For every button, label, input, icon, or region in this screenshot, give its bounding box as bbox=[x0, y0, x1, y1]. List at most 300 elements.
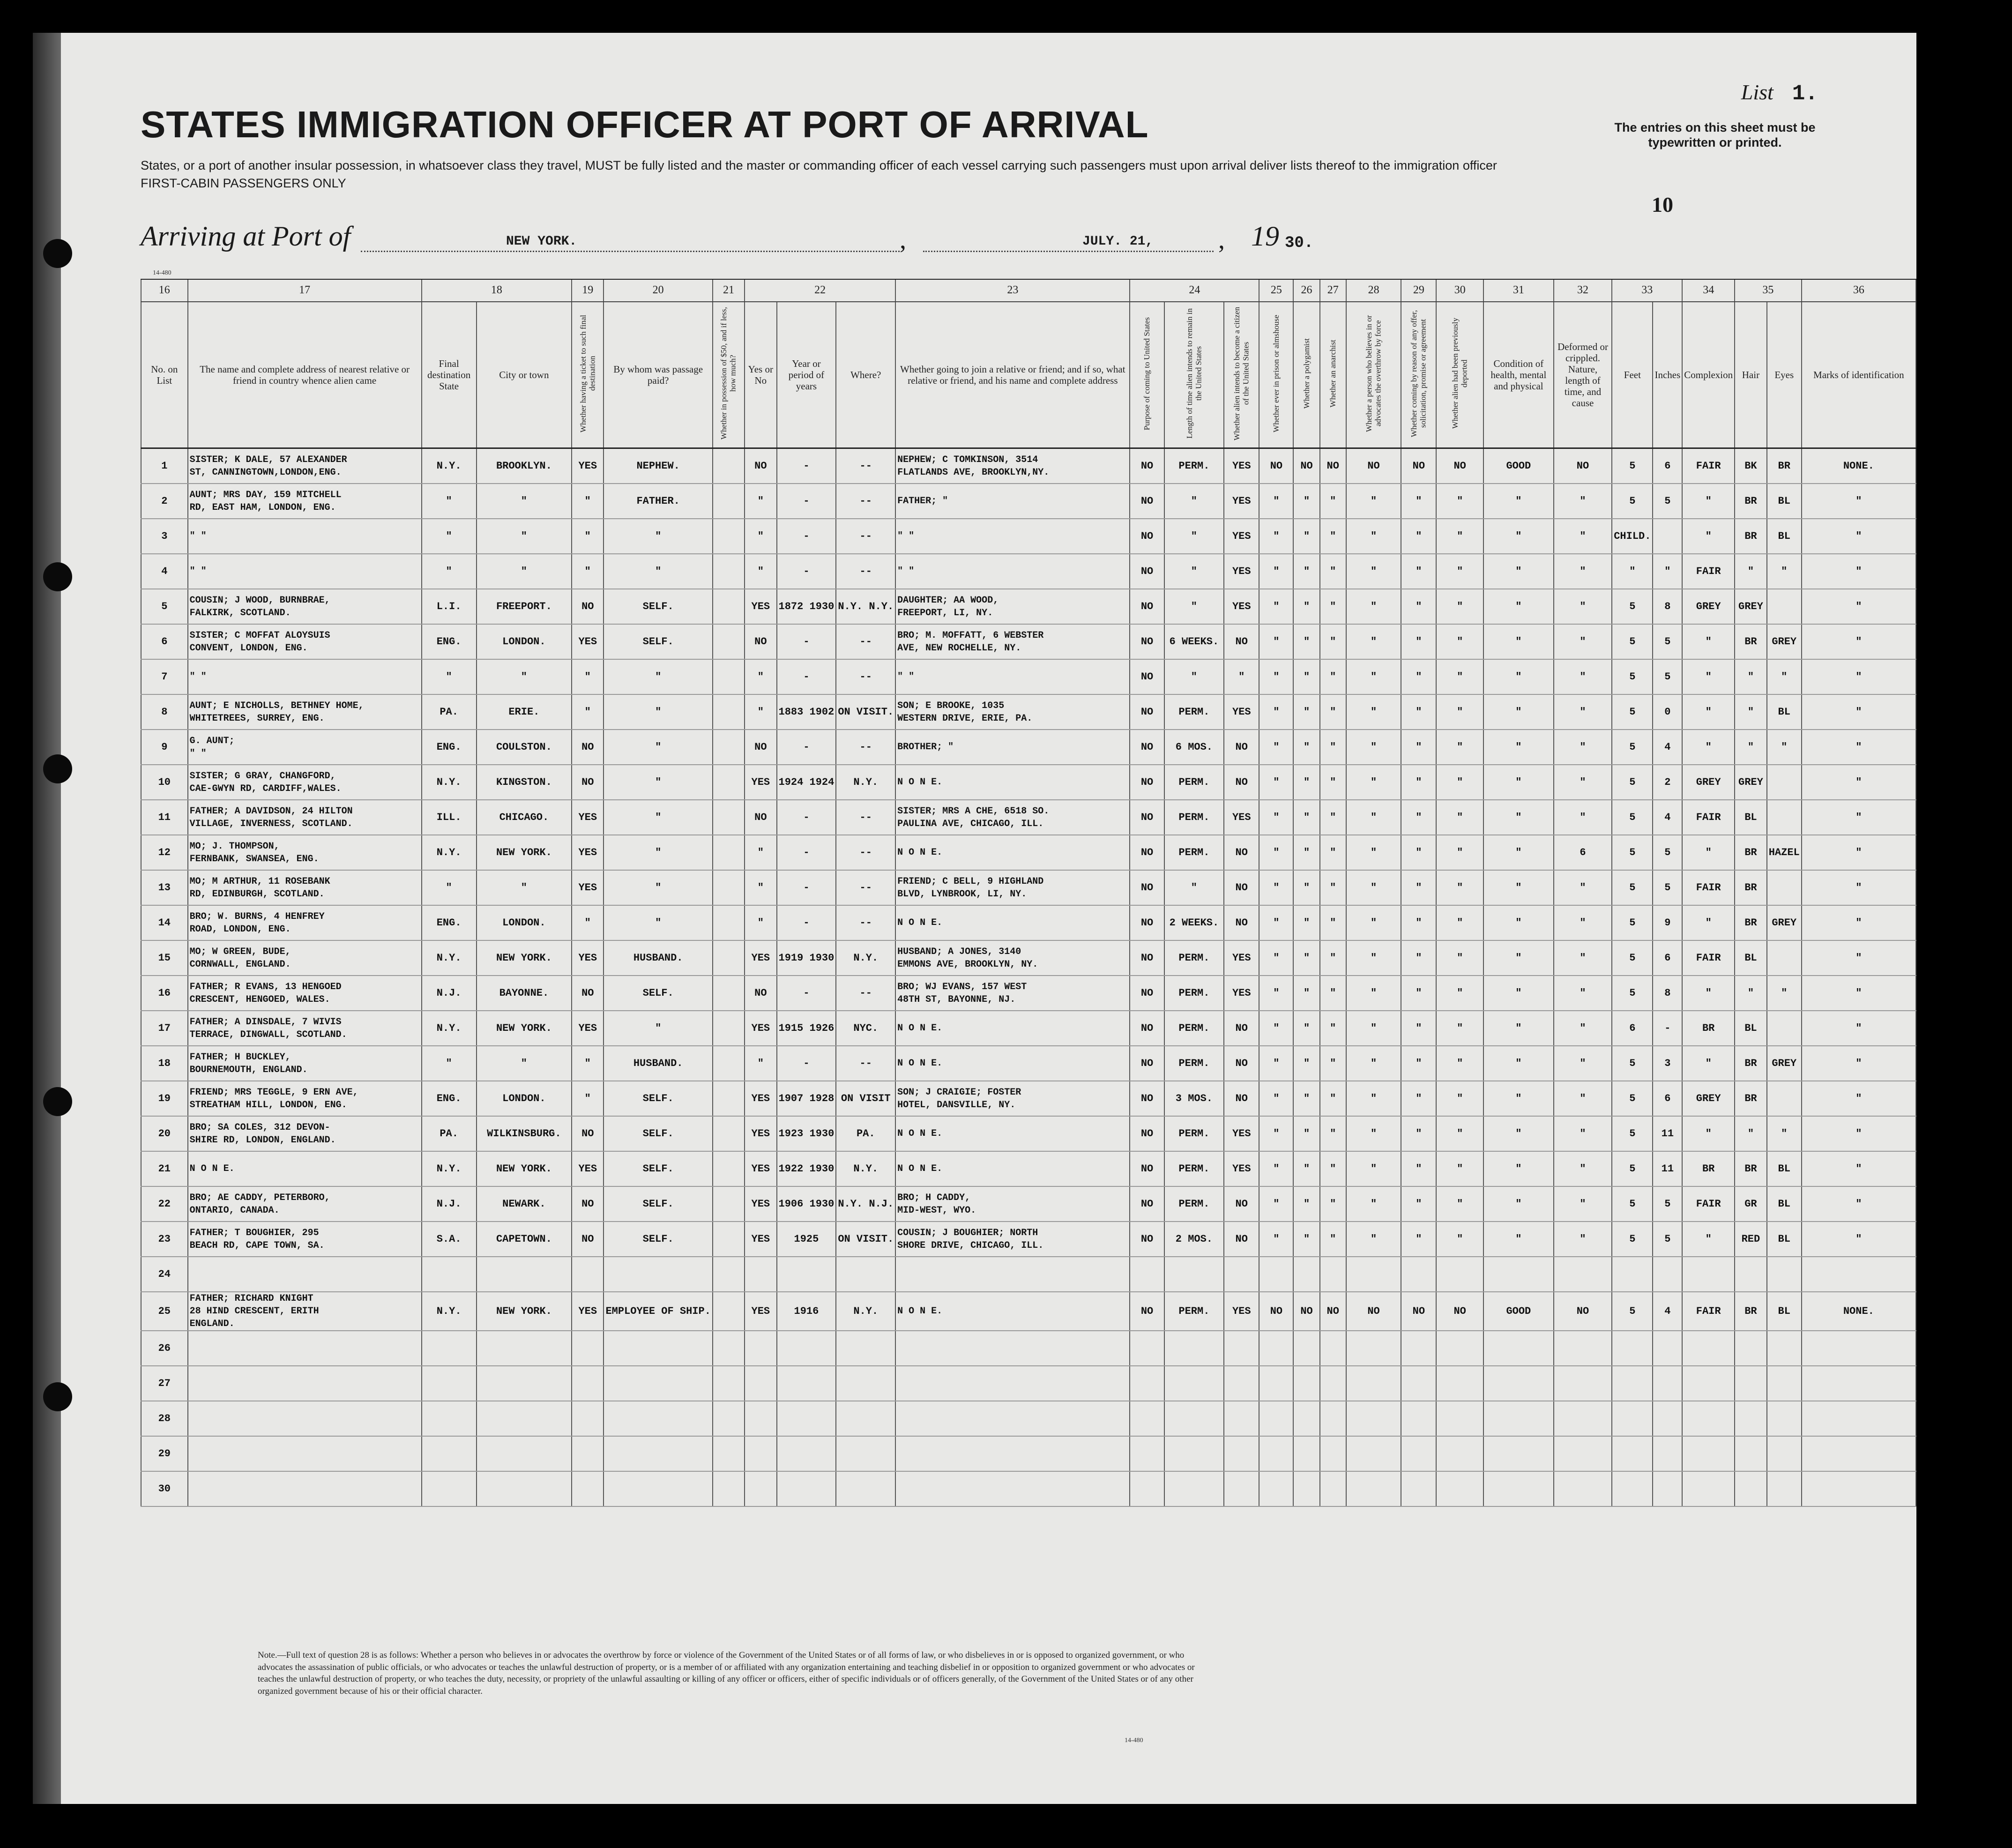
eyes-cell bbox=[1767, 589, 1802, 624]
c27-cell: " bbox=[1320, 694, 1346, 730]
punch-hole bbox=[43, 1382, 72, 1411]
joining-cell-line: " " bbox=[897, 671, 915, 682]
where-cell: -- bbox=[836, 905, 895, 940]
hair-cell: BR bbox=[1735, 624, 1767, 659]
ticket-cell: " bbox=[572, 484, 604, 519]
nearest-relative-cell bbox=[188, 1011, 422, 1046]
eyes-cell: BL bbox=[1767, 1292, 1802, 1331]
nearest-relative-cell bbox=[188, 1366, 422, 1401]
joining-cell-line: EMMONS AVE, BROOKLYN, NY. bbox=[897, 959, 1038, 970]
ticket-cell: YES bbox=[572, 800, 604, 835]
money-cell bbox=[713, 1081, 745, 1116]
paid-cell bbox=[604, 1436, 712, 1471]
c29-cell: " bbox=[1401, 1046, 1436, 1081]
c30-cell: " bbox=[1436, 1116, 1483, 1151]
eyes-cell bbox=[1767, 1331, 1802, 1366]
c25-cell: " bbox=[1259, 1081, 1293, 1116]
c28-cell: " bbox=[1346, 1081, 1401, 1116]
p2-cell: PERM. bbox=[1164, 765, 1224, 800]
in-cell: 6 bbox=[1653, 1081, 1682, 1116]
health-cell: GOOD bbox=[1483, 448, 1554, 484]
c25-cell: " bbox=[1259, 694, 1293, 730]
hair-cell bbox=[1735, 1436, 1767, 1471]
p2-cell: 6 WEEKS. bbox=[1164, 624, 1224, 659]
hair-cell: BR bbox=[1735, 1292, 1767, 1331]
c30-cell: " bbox=[1436, 765, 1483, 800]
c28-cell: " bbox=[1346, 765, 1401, 800]
nearest-relative-cell-line: " " bbox=[189, 748, 207, 759]
hair-cell: " bbox=[1735, 976, 1767, 1011]
p3-cell: YES bbox=[1224, 800, 1259, 835]
table-row bbox=[141, 519, 1916, 554]
joining-cell bbox=[895, 589, 1130, 624]
hair-cell: BK bbox=[1735, 448, 1767, 484]
c25-cell bbox=[1259, 1436, 1293, 1471]
paid-cell: HUSBAND. bbox=[604, 940, 712, 976]
in-cell bbox=[1653, 519, 1682, 554]
city-cell: LONDON. bbox=[477, 624, 572, 659]
in-cell: 5 bbox=[1653, 624, 1682, 659]
c25-cell bbox=[1259, 1257, 1293, 1292]
def-cell bbox=[1554, 1257, 1612, 1292]
row-number: 27 bbox=[141, 1366, 188, 1401]
years-cell bbox=[777, 1257, 836, 1292]
state-cell: " bbox=[422, 519, 477, 554]
city-cell: BROOKLYN. bbox=[477, 448, 572, 484]
table-row bbox=[141, 1222, 1916, 1257]
c30-cell: " bbox=[1436, 589, 1483, 624]
money-cell bbox=[713, 765, 745, 800]
nearest-relative-cell bbox=[188, 835, 422, 870]
in-cell: 9 bbox=[1653, 905, 1682, 940]
c29-cell: " bbox=[1401, 554, 1436, 589]
nearest-relative-cell-line: SISTER; G GRAY, CHANGFORD, bbox=[189, 770, 336, 782]
c26-cell: " bbox=[1293, 659, 1319, 694]
c29-cell bbox=[1401, 1436, 1436, 1471]
row-number: 25 bbox=[141, 1292, 188, 1331]
eyes-cell: GREY bbox=[1767, 905, 1802, 940]
def-cell: " bbox=[1554, 589, 1612, 624]
p2-cell: PERM. bbox=[1164, 1186, 1224, 1222]
row-number: 12 bbox=[141, 835, 188, 870]
p3-cell: NO bbox=[1224, 730, 1259, 765]
p2-cell bbox=[1164, 1366, 1224, 1401]
c29-cell bbox=[1401, 1366, 1436, 1401]
joining-cell bbox=[895, 835, 1130, 870]
c27-cell: " bbox=[1320, 1046, 1346, 1081]
city-cell bbox=[477, 1401, 572, 1436]
nearest-relative-cell bbox=[188, 659, 422, 694]
where-cell: -- bbox=[836, 870, 895, 905]
p3-cell: NO bbox=[1224, 1222, 1259, 1257]
c29-cell: " bbox=[1401, 484, 1436, 519]
money-cell bbox=[713, 1011, 745, 1046]
c25-cell: " bbox=[1259, 554, 1293, 589]
header-possession-50: Whether in possession of $50, and if less, how much? bbox=[719, 307, 738, 440]
c27-cell: " bbox=[1320, 519, 1346, 554]
money-cell bbox=[713, 1257, 745, 1292]
joining-cell bbox=[895, 448, 1130, 484]
p1-cell bbox=[1130, 1471, 1164, 1506]
row-number: 3 bbox=[141, 519, 188, 554]
paid-cell: " bbox=[604, 1011, 712, 1046]
p1-cell: NO bbox=[1130, 870, 1164, 905]
joining-cell-line: PAULINA AVE, CHICAGO, ILL. bbox=[897, 818, 1044, 829]
marks-cell: " bbox=[1802, 624, 1916, 659]
nearest-relative-cell bbox=[188, 730, 422, 765]
health-cell: " bbox=[1483, 1186, 1554, 1222]
p3-cell: NO bbox=[1224, 1186, 1259, 1222]
c26-cell: " bbox=[1293, 905, 1319, 940]
header-before-yes-no: Yes or No bbox=[745, 302, 776, 448]
def-cell: " bbox=[1554, 1222, 1612, 1257]
header-state: Final destination State bbox=[422, 302, 477, 448]
paid-cell bbox=[604, 1257, 712, 1292]
years-cell: - bbox=[777, 870, 836, 905]
marks-cell: " bbox=[1802, 1151, 1916, 1186]
nearest-relative-cell-line: 28 HIND CRESCENT, ERITH bbox=[189, 1306, 319, 1317]
city-cell: " bbox=[477, 519, 572, 554]
marks-cell: " bbox=[1802, 554, 1916, 589]
def-cell: " bbox=[1554, 1046, 1612, 1081]
c25-cell bbox=[1259, 1401, 1293, 1436]
nearest-relative-cell-line: FATHER; H BUCKLEY, bbox=[189, 1051, 291, 1063]
c30-cell: NO bbox=[1436, 448, 1483, 484]
nearest-relative-cell-line: AUNT; MRS DAY, 159 MITCHELL bbox=[189, 489, 342, 500]
nearest-relative-cell bbox=[188, 765, 422, 800]
c26-cell: NO bbox=[1293, 448, 1319, 484]
comp-cell bbox=[1682, 1331, 1735, 1366]
hair-cell: BR bbox=[1735, 484, 1767, 519]
c29-cell bbox=[1401, 1401, 1436, 1436]
nearest-relative-cell bbox=[188, 554, 422, 589]
c27-cell: " bbox=[1320, 835, 1346, 870]
nearest-relative-cell bbox=[188, 1151, 422, 1186]
money-cell bbox=[713, 905, 745, 940]
state-cell: ENG. bbox=[422, 1081, 477, 1116]
paid-cell: " bbox=[604, 659, 712, 694]
c28-cell: " bbox=[1346, 659, 1401, 694]
row-number: 2 bbox=[141, 484, 188, 519]
nearest-relative-cell-line: MO; M ARTHUR, 11 ROSEBANK bbox=[189, 876, 330, 887]
def-cell: " bbox=[1554, 1151, 1612, 1186]
in-cell: 8 bbox=[1653, 976, 1682, 1011]
joining-cell-line: N O N E. bbox=[897, 1128, 943, 1139]
hair-cell: " bbox=[1735, 1116, 1767, 1151]
p3-cell bbox=[1224, 1257, 1259, 1292]
hair-cell: RED bbox=[1735, 1222, 1767, 1257]
year-suffix: 30. bbox=[1285, 234, 1314, 252]
header-purpose-c: Whether alien intends to become a citizen of the United States bbox=[1232, 306, 1251, 440]
p2-cell: " bbox=[1164, 519, 1224, 554]
paid-cell: SELF. bbox=[604, 1222, 712, 1257]
def-cell: " bbox=[1554, 1116, 1612, 1151]
nearest-relative-cell bbox=[188, 1046, 422, 1081]
yn-cell bbox=[745, 1436, 776, 1471]
p1-cell: NO bbox=[1130, 1222, 1164, 1257]
yn-cell: " bbox=[745, 484, 776, 519]
money-cell bbox=[713, 1366, 745, 1401]
c30-cell: " bbox=[1436, 659, 1483, 694]
marks-cell: " bbox=[1802, 1222, 1916, 1257]
joining-cell-line: HOTEL, DANSVILLE, NY. bbox=[897, 1099, 1016, 1110]
p2-cell: PERM. bbox=[1164, 940, 1224, 976]
joining-cell bbox=[895, 1292, 1130, 1331]
c30-cell: " bbox=[1436, 905, 1483, 940]
joining-cell-line: HUSBAND; A JONES, 3140 bbox=[897, 946, 1021, 957]
hair-cell: " bbox=[1735, 694, 1767, 730]
c30-cell bbox=[1436, 1471, 1483, 1506]
comp-cell: " bbox=[1682, 1046, 1735, 1081]
c29-cell: " bbox=[1401, 659, 1436, 694]
nearest-relative-cell bbox=[188, 1436, 422, 1471]
p1-cell: NO bbox=[1130, 484, 1164, 519]
years-cell: - bbox=[777, 484, 836, 519]
money-cell bbox=[713, 659, 745, 694]
yn-cell bbox=[745, 1257, 776, 1292]
c27-cell bbox=[1320, 1401, 1346, 1436]
joining-cell-line: N O N E. bbox=[897, 1163, 943, 1174]
in-cell: " bbox=[1653, 554, 1682, 589]
p1-cell: NO bbox=[1130, 1116, 1164, 1151]
ft-cell: 5 bbox=[1612, 1151, 1653, 1186]
p1-cell: NO bbox=[1130, 448, 1164, 484]
c29-cell bbox=[1401, 1471, 1436, 1506]
years-cell bbox=[777, 1436, 836, 1471]
health-cell: " bbox=[1483, 1011, 1554, 1046]
c26-cell: " bbox=[1293, 835, 1319, 870]
table-row bbox=[141, 624, 1916, 659]
row-number: 7 bbox=[141, 659, 188, 694]
p1-cell: NO bbox=[1130, 659, 1164, 694]
p2-cell: PERM. bbox=[1164, 1292, 1224, 1331]
p2-cell: " bbox=[1164, 870, 1224, 905]
table-row bbox=[141, 448, 1916, 484]
c26-cell bbox=[1293, 1366, 1319, 1401]
c28-cell bbox=[1346, 1331, 1401, 1366]
paid-cell: " bbox=[604, 800, 712, 835]
header-ticket: Whether having a ticket to such final destination bbox=[578, 314, 597, 432]
row-number: 23 bbox=[141, 1222, 188, 1257]
c29-cell: " bbox=[1401, 519, 1436, 554]
punch-hole bbox=[43, 1087, 72, 1116]
comp-cell bbox=[1682, 1471, 1735, 1506]
def-cell: NO bbox=[1554, 448, 1612, 484]
c29-cell: NO bbox=[1401, 1292, 1436, 1331]
c26-cell bbox=[1293, 1257, 1319, 1292]
ticket-cell: " bbox=[572, 554, 604, 589]
p2-cell: 6 MOS. bbox=[1164, 730, 1224, 765]
ticket-cell: YES bbox=[572, 624, 604, 659]
where-cell bbox=[836, 1257, 895, 1292]
eyes-cell bbox=[1767, 1257, 1802, 1292]
ticket-cell: " bbox=[572, 1081, 604, 1116]
p1-cell bbox=[1130, 1257, 1164, 1292]
yn-cell: " bbox=[745, 519, 776, 554]
c26-cell: " bbox=[1293, 1081, 1319, 1116]
nearest-relative-cell-line: COUSIN; J WOOD, BURNBRAE, bbox=[189, 595, 330, 606]
where-cell bbox=[836, 1331, 895, 1366]
state-cell bbox=[422, 1401, 477, 1436]
ft-cell: 5 bbox=[1612, 1186, 1653, 1222]
p1-cell: NO bbox=[1130, 800, 1164, 835]
header-complexion: Complexion bbox=[1682, 302, 1735, 448]
c25-cell: NO bbox=[1259, 1292, 1293, 1331]
c28-cell: " bbox=[1346, 1186, 1401, 1222]
hair-cell: BR bbox=[1735, 905, 1767, 940]
header-overthrow: Whether a person who believes in or advocates the overthrow by force bbox=[1364, 315, 1383, 432]
yn-cell: NO bbox=[745, 976, 776, 1011]
manifest-sheet bbox=[33, 33, 1916, 1804]
joining-cell-line: N O N E. bbox=[897, 777, 943, 788]
typewritten-notice: The entries on this sheet must be typewritten or printed. bbox=[1614, 120, 1816, 150]
state-cell bbox=[422, 1366, 477, 1401]
joining-cell bbox=[895, 1401, 1130, 1436]
hair-cell: BL bbox=[1735, 1011, 1767, 1046]
p1-cell: NO bbox=[1130, 694, 1164, 730]
eyes-cell: BL bbox=[1767, 1151, 1802, 1186]
yn-cell: " bbox=[745, 554, 776, 589]
arrival-port: NEW YORK. bbox=[506, 234, 577, 249]
c26-cell bbox=[1293, 1401, 1319, 1436]
money-cell bbox=[713, 730, 745, 765]
p2-cell: PERM. bbox=[1164, 800, 1224, 835]
nearest-relative-cell-line: ONTARIO, CANADA. bbox=[189, 1205, 280, 1216]
c29-cell: " bbox=[1401, 624, 1436, 659]
state-cell: ENG. bbox=[422, 624, 477, 659]
nearest-relative-cell-line: " " bbox=[189, 671, 207, 682]
money-cell bbox=[713, 1331, 745, 1366]
c27-cell: " bbox=[1320, 800, 1346, 835]
joining-cell-line: " " bbox=[897, 566, 915, 577]
c26-cell bbox=[1293, 1471, 1319, 1506]
ft-cell: 5 bbox=[1612, 694, 1653, 730]
def-cell: " bbox=[1554, 659, 1612, 694]
joining-cell bbox=[895, 694, 1130, 730]
table-row bbox=[141, 870, 1916, 905]
state-cell: " bbox=[422, 1046, 477, 1081]
ft-cell: 5 bbox=[1612, 835, 1653, 870]
ft-cell: " bbox=[1612, 554, 1653, 589]
in-cell: 4 bbox=[1653, 800, 1682, 835]
comp-cell: " bbox=[1682, 1222, 1735, 1257]
state-cell: N.J. bbox=[422, 1186, 477, 1222]
nearest-relative-cell bbox=[188, 448, 422, 484]
joining-cell bbox=[895, 1011, 1130, 1046]
c27-cell bbox=[1320, 1471, 1346, 1506]
c28-cell: " bbox=[1346, 589, 1401, 624]
years-cell: 1923 1930 bbox=[777, 1116, 836, 1151]
health-cell: " bbox=[1483, 1116, 1554, 1151]
paid-cell: SELF. bbox=[604, 1151, 712, 1186]
p2-cell: PERM. bbox=[1164, 694, 1224, 730]
joining-cell bbox=[895, 1471, 1130, 1506]
dotted-line bbox=[923, 251, 1214, 252]
years-cell: 1872 1930 bbox=[777, 589, 836, 624]
health-cell: " bbox=[1483, 694, 1554, 730]
where-cell: N.Y. bbox=[836, 765, 895, 800]
eyes-cell bbox=[1767, 1436, 1802, 1471]
c27-cell bbox=[1320, 1436, 1346, 1471]
ticket-cell: NO bbox=[572, 1116, 604, 1151]
yn-cell: YES bbox=[745, 1222, 776, 1257]
in-cell: 0 bbox=[1653, 694, 1682, 730]
state-cell: ENG. bbox=[422, 730, 477, 765]
paid-cell: NEPHEW. bbox=[604, 448, 712, 484]
def-cell: " bbox=[1554, 800, 1612, 835]
p3-cell: NO bbox=[1224, 1011, 1259, 1046]
table-row bbox=[141, 1116, 1916, 1151]
def-cell bbox=[1554, 1331, 1612, 1366]
state-cell: N.J. bbox=[422, 976, 477, 1011]
joining-cell-line: DAUGHTER; AA WOOD, bbox=[897, 595, 999, 606]
comp-cell: FAIR bbox=[1682, 554, 1735, 589]
c29-cell: " bbox=[1401, 870, 1436, 905]
in-cell bbox=[1653, 1401, 1682, 1436]
ticket-cell bbox=[572, 1331, 604, 1366]
money-cell bbox=[713, 800, 745, 835]
nearest-relative-cell-line: G. AUNT; bbox=[189, 735, 235, 746]
in-cell: 2 bbox=[1653, 765, 1682, 800]
c30-cell: " bbox=[1436, 800, 1483, 835]
marks-cell bbox=[1802, 1401, 1916, 1436]
hair-cell: " bbox=[1735, 554, 1767, 589]
def-cell bbox=[1554, 1436, 1612, 1471]
hair-cell: BR bbox=[1735, 1151, 1767, 1186]
hair-cell: BL bbox=[1735, 800, 1767, 835]
c25-cell: " bbox=[1259, 765, 1293, 800]
eyes-cell: " bbox=[1767, 1116, 1802, 1151]
comp-cell: FAIR bbox=[1682, 940, 1735, 976]
header-class: FIRST-CABIN PASSENGERS ONLY bbox=[141, 176, 346, 190]
table-row bbox=[141, 659, 1916, 694]
def-cell: " bbox=[1554, 624, 1612, 659]
health-cell: " bbox=[1483, 976, 1554, 1011]
comp-cell: FAIR bbox=[1682, 448, 1735, 484]
paid-cell: " bbox=[604, 730, 712, 765]
c26-cell: NO bbox=[1293, 1292, 1319, 1331]
ft-cell: 5 bbox=[1612, 940, 1653, 976]
health-cell: GOOD bbox=[1483, 1292, 1554, 1331]
c25-cell bbox=[1259, 1331, 1293, 1366]
ft-cell bbox=[1612, 1366, 1653, 1401]
hair-cell bbox=[1735, 1471, 1767, 1506]
ticket-cell: YES bbox=[572, 940, 604, 976]
p2-cell bbox=[1164, 1331, 1224, 1366]
joining-cell bbox=[895, 905, 1130, 940]
yn-cell: NO bbox=[745, 800, 776, 835]
hair-cell: BR bbox=[1735, 1046, 1767, 1081]
row-number: 8 bbox=[141, 694, 188, 730]
nearest-relative-cell-line: FALKIRK, SCOTLAND. bbox=[189, 607, 291, 618]
yn-cell: YES bbox=[745, 940, 776, 976]
ft-cell: 5 bbox=[1612, 624, 1653, 659]
where-cell: N.Y. bbox=[836, 1292, 895, 1331]
ft-cell: 5 bbox=[1612, 905, 1653, 940]
city-cell bbox=[477, 1471, 572, 1506]
health-cell bbox=[1483, 1331, 1554, 1366]
c29-cell: " bbox=[1401, 835, 1436, 870]
eyes-cell: " bbox=[1767, 659, 1802, 694]
row-number: 9 bbox=[141, 730, 188, 765]
header-labor: Whether coming by reason of any offer, solicitation, promise or agreement bbox=[1409, 310, 1428, 438]
in-cell: 4 bbox=[1653, 730, 1682, 765]
table-row bbox=[141, 589, 1916, 624]
c26-cell: " bbox=[1293, 730, 1319, 765]
nearest-relative-cell bbox=[188, 905, 422, 940]
c27-cell: " bbox=[1320, 659, 1346, 694]
paid-cell: " bbox=[604, 554, 712, 589]
